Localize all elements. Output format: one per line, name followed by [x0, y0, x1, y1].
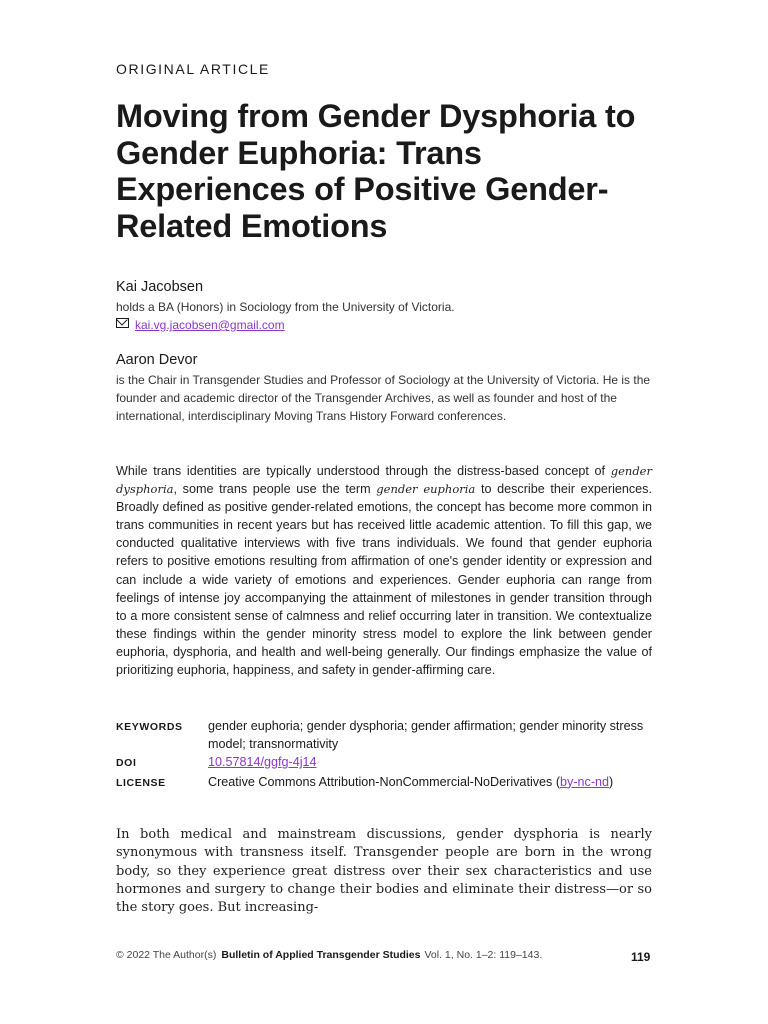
- license-link[interactable]: by-nc-nd: [560, 774, 610, 789]
- abstract: [116, 462, 652, 679]
- doi-link[interactable]: 10.57814/ggfg-4j14: [208, 755, 317, 770]
- abstract-text: While trans identities are typically understood through the distress-based concept of gender dysphoria, some trans people use the term gender euphoria to describe their experiences. Broadly defined as positive gender-related emotions, the concept has become more common in trans communities in recent years but has received little academic attention. To fill this gap, we conducted qualitative interviews with five trans individuals. We found that gender euphoria refers to positive emotions resulting from affirmation of one's gender identity or expression and can include a wide variety of emotions and experiences. Gender euphoria can range from feelings of intense joy accompanying the attainment of milestones in gender transition through to a more consistent sense of calmness and relief occurring later in transition. We contextualize these findings within the gender minority stress model to explore the link between gender euphoria, dysphoria, and health and well-being generally. Our findings emphasize the value of prioritizing euphoria, happiness, and safety in gender-affirming care.: [116, 464, 652, 678]
- doi-row: [116, 753, 656, 772]
- article-metadata: [116, 717, 656, 792]
- body-text: [116, 826, 652, 917]
- author-bio: holds a BA (Honors) in Sociology from the University of Victoria.: [116, 300, 455, 314]
- copyright: © 2022 The Author(s): [116, 949, 217, 961]
- body-paragraph: In both medical and mainstream discussions, gender dysphoria is nearly synonymous with transness itself. Transgender people are born in the wrong body, so they experience great distress over their sex characteristics and use hormones and surgery to change their bodies and eliminate their distress—or so the story goes. But increasing-: [116, 827, 652, 916]
- author-email: [116, 316, 285, 334]
- journal-name: Bulletin of Applied Transgender Studies: [221, 949, 421, 961]
- author-name: Kai Jacobsen: [116, 279, 204, 295]
- license-label: LICENSE: [116, 776, 166, 789]
- author-name: Aaron Devor: [116, 352, 198, 368]
- license-row: [116, 773, 656, 792]
- author-email-link[interactable]: kai.vg.jacobsen@gmail.com: [135, 318, 285, 332]
- citation: Vol. 1, No. 1–2: 119–143.: [424, 949, 543, 961]
- page-footer: [116, 949, 542, 961]
- envelope-icon: [116, 318, 129, 328]
- article-title: Moving from Gender Dysphoria to Gender Euphoria: Trans Experiences of Positive Gender-Related Emotions: [116, 98, 636, 244]
- license-value: Creative Commons Attribution-NonCommercial-NoDerivatives (by-nc-nd): [208, 774, 614, 789]
- keywords-row: [116, 717, 656, 753]
- doi-label: DOI: [116, 757, 137, 770]
- keywords-label: KEYWORDS: [116, 721, 183, 733]
- keywords-value: gender euphoria; gender dysphoria; gender affirmation; gender minority stress model; transnormativity: [208, 719, 644, 752]
- author-bio: is the Chair in Transgender Studies and Professor of Sociology at the University of Victoria. He is the founder and academic director of the Transgender Archives, as well as founder and host of the international, interdisciplinary Moving Trans History Forward conferences.: [116, 373, 651, 423]
- article-type-label: ORIGINAL ARTICLE: [116, 61, 270, 77]
- page-number: 119: [631, 950, 651, 964]
